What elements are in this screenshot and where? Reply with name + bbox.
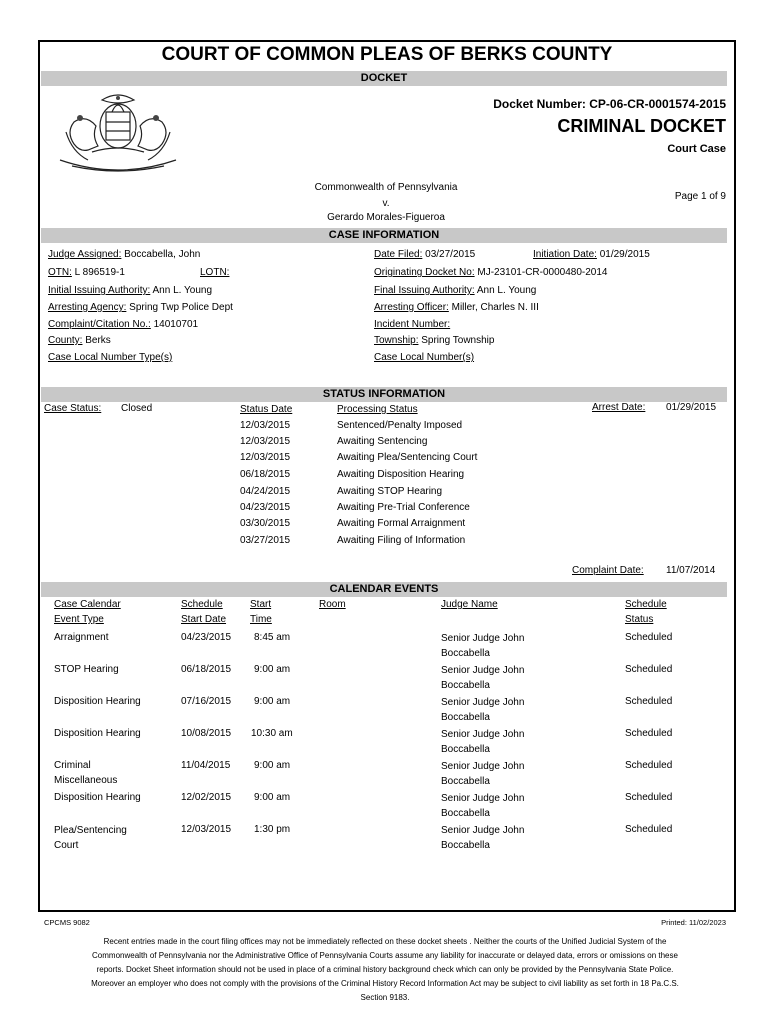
event-type: Disposition Hearing <box>54 728 141 739</box>
originating-docket-label: Originating Docket No: <box>374 267 475 278</box>
case-local-number-type-label: Case Local Number Type(s) <box>48 352 173 363</box>
event-date: 10/08/2015 <box>181 728 232 739</box>
originating-docket-value: MJ-23101-CR-0000480-2014 <box>477 267 608 278</box>
status-row-status: Awaiting Sentencing <box>337 436 428 447</box>
criminal-docket-title: CRIMINAL DOCKET <box>557 116 726 136</box>
event-time: 9:00 am <box>254 792 291 803</box>
event-status: Scheduled <box>625 824 673 835</box>
arresting-officer <box>374 302 539 313</box>
initial-issuing-authority-value: Ann L. Young <box>152 285 213 296</box>
event-time: 9:00 am <box>254 760 291 771</box>
col-schedule-status-1: Schedule <box>625 599 667 610</box>
event-judge-1: Senior Judge John <box>441 697 525 708</box>
event-judge-1: Senior Judge John <box>441 729 525 740</box>
status-row-date: 04/23/2015 <box>240 502 291 513</box>
caption-plaintiff: Commonwealth of Pennsylvania <box>314 182 458 193</box>
township-label: Township: <box>374 335 419 346</box>
status-row-status: Awaiting Pre-Trial Conference <box>337 502 470 513</box>
event-time: 10:30 am <box>251 728 293 739</box>
otn-value: L 896519-1 <box>74 267 125 278</box>
event-judge-2: Boccabella <box>441 776 490 787</box>
event-judge-1: Senior Judge John <box>441 665 525 676</box>
event-time: 9:00 am <box>254 664 291 675</box>
lotn-label: LOTN: <box>200 267 230 278</box>
status-row-date: 12/03/2015 <box>240 452 291 463</box>
event-judge-2: Boccabella <box>441 648 490 659</box>
col-start-time-2: Time <box>250 614 272 625</box>
form-id: CPCMS 9082 <box>44 918 90 927</box>
event-date: 11/04/2015 <box>181 760 231 771</box>
event-type-line-2: Court <box>54 840 79 851</box>
event-judge-2: Boccabella <box>441 744 490 755</box>
initiation-date-label: Initiation Date: <box>533 249 597 260</box>
event-type: Disposition Hearing <box>54 696 141 707</box>
event-type: Plea/Sentencing <box>54 825 127 836</box>
arresting-agency <box>48 302 233 313</box>
date-filed-label: Date Filed: <box>374 249 423 260</box>
court-case-label: Court Case <box>667 143 726 155</box>
complaint-date-value: 11/07/2014 <box>666 565 716 576</box>
complaint-citation <box>48 319 198 330</box>
status-row-status: Awaiting Plea/Sentencing Court <box>337 452 478 463</box>
col-start-date-1: Schedule <box>181 599 223 610</box>
otn-label: OTN: <box>48 267 72 278</box>
status-row-date: 12/03/2015 <box>240 420 291 431</box>
event-date: 06/18/2015 <box>181 664 232 675</box>
event-type: Criminal <box>54 760 91 771</box>
judge-assigned-label: Judge Assigned: <box>48 249 122 260</box>
initiation-date-value: 01/29/2015 <box>599 249 650 260</box>
event-judge-1: Senior Judge John <box>441 793 525 804</box>
event-judge-2: Boccabella <box>441 840 490 851</box>
docket-section-bar <box>41 71 727 86</box>
status-date-header: Status Date <box>240 404 293 415</box>
status-row-status: Awaiting STOP Hearing <box>337 486 443 497</box>
caption-versus: v. <box>382 198 390 209</box>
calendar-events-heading: CALENDAR EVENTS <box>329 583 439 595</box>
event-date: 12/02/2015 <box>181 792 232 803</box>
event-date: 04/23/2015 <box>181 632 232 643</box>
judge-assigned <box>48 249 200 260</box>
county <box>48 335 111 346</box>
originating-docket <box>374 267 607 278</box>
status-row-date: 03/27/2015 <box>240 535 291 546</box>
status-row-status: Awaiting Filing of Information <box>337 535 466 546</box>
event-status: Scheduled <box>625 696 673 707</box>
caption-defendant: Gerardo Morales-Figueroa <box>327 212 445 223</box>
status-row-status: Awaiting Disposition Hearing <box>337 469 465 480</box>
status-row-status: Sentenced/Penalty Imposed <box>337 420 463 431</box>
township <box>374 335 494 346</box>
county-label: County: <box>48 335 83 346</box>
complaint-citation-label: Complaint/Citation No.: <box>48 319 151 330</box>
status-row-date: 04/24/2015 <box>240 486 291 497</box>
arresting-officer-value: Miller, Charles N. III <box>451 302 539 313</box>
event-judge-1: Senior Judge John <box>441 633 525 644</box>
complaint-date-label: Complaint Date: <box>572 565 644 576</box>
event-type: Disposition Hearing <box>54 792 141 803</box>
pennsylvania-seal-icon <box>52 92 184 176</box>
event-type: STOP Hearing <box>54 664 119 675</box>
event-type-line-2: Miscellaneous <box>54 775 118 786</box>
disclaimer-text: Recent entries made in the court filing offices may not be immediately reflected on these docket sheets . Neither the courts of the Unified Judicial System of the Commonwealth of Pennsylvania nor the Administrative Office of Pennsylvania Courts assume any liability for inaccurate or delayed data, errors or omissions on these reports. Docket Sheet information should not be used in place of a criminal history background check which can only be provided by the Pennsylvania State Police. Moreover an employer who does not comply with the provisions of the Criminal History Record Information Act may be subject to civil liability as set forth in 18 Pa.C.S. Section 9183. <box>91 937 679 1002</box>
date-filed-value: 03/27/2015 <box>425 249 476 260</box>
event-status: Scheduled <box>625 760 673 771</box>
initial-issuing-authority <box>48 285 212 296</box>
event-judge-2: Boccabella <box>441 680 490 691</box>
docket-number: Docket Number: CP-06-CR-0001574-2015 <box>493 97 726 111</box>
event-judge-1: Senior Judge John <box>441 825 525 836</box>
township-value: Spring Township <box>421 335 495 346</box>
court-title: COURT OF COMMON PLEAS OF BERKS COUNTY <box>161 44 613 65</box>
status-information-heading: STATUS INFORMATION <box>322 388 446 400</box>
col-start-date-2: Start Date <box>181 614 227 625</box>
arrest-date-value: 01/29/2015 <box>666 402 717 413</box>
col-room: Room <box>319 599 346 610</box>
incident-number-label: Incident Number: <box>374 319 451 330</box>
event-status: Scheduled <box>625 728 673 739</box>
complaint-citation-value: 14010701 <box>153 319 199 330</box>
event-judge-2: Boccabella <box>441 712 490 723</box>
col-schedule-status-2: Status <box>625 614 654 625</box>
otn <box>48 267 125 278</box>
event-time: 8:45 am <box>254 632 291 643</box>
arresting-officer-label: Arresting Officer: <box>374 302 449 313</box>
arrest-date-label: Arrest Date: <box>592 402 646 413</box>
status-row-date: 12/03/2015 <box>240 436 291 447</box>
col-judge-name: Judge Name <box>441 599 498 610</box>
initial-issuing-authority-label: Initial Issuing Authority: <box>48 285 151 296</box>
status-row-date: 03/30/2015 <box>240 518 291 529</box>
county-value: Berks <box>85 335 111 346</box>
final-issuing-authority-value: Ann L. Young <box>476 285 537 296</box>
event-date: 07/16/2015 <box>181 696 232 707</box>
printed-date: Printed: 11/02/2023 <box>661 918 726 927</box>
docket-section-heading: DOCKET <box>360 72 408 84</box>
processing-status-header: Processing Status <box>337 404 418 415</box>
initiation-date <box>533 249 650 260</box>
final-issuing-authority <box>374 285 536 296</box>
event-status: Scheduled <box>625 632 673 643</box>
col-start-time-1: Start <box>250 599 272 610</box>
event-date: 12/03/2015 <box>181 824 232 835</box>
event-judge-2: Boccabella <box>441 808 490 819</box>
case-information-bar <box>41 228 727 243</box>
event-status: Scheduled <box>625 664 673 675</box>
status-information-bar <box>41 387 727 402</box>
status-row-status: Awaiting Formal Arraignment <box>337 518 466 529</box>
col-event-type-2: Event Type <box>54 614 104 625</box>
event-judge-1: Senior Judge John <box>441 761 525 772</box>
case-status-label: Case Status: <box>44 403 102 414</box>
final-issuing-authority-label: Final Issuing Authority: <box>374 285 475 296</box>
date-filed <box>374 249 475 260</box>
case-status-value: Closed <box>121 403 153 414</box>
judge-assigned-value: Boccabella, John <box>124 249 201 260</box>
arresting-agency-label: Arresting Agency: <box>48 302 127 313</box>
case-information-heading: CASE INFORMATION <box>328 229 440 241</box>
event-type: Arraignment <box>54 632 109 643</box>
page-indicator: Page 1 of 9 <box>674 191 726 202</box>
event-status: Scheduled <box>625 792 673 803</box>
event-time: 1:30 pm <box>254 824 291 835</box>
col-event-type-1: Case Calendar <box>54 599 121 610</box>
calendar-events-bar <box>41 582 727 597</box>
case-local-number-label: Case Local Number(s) <box>374 352 475 363</box>
event-time: 9:00 am <box>254 696 291 707</box>
status-row-date: 06/18/2015 <box>240 469 291 480</box>
arresting-agency-value: Spring Twp Police Dept <box>129 302 233 313</box>
